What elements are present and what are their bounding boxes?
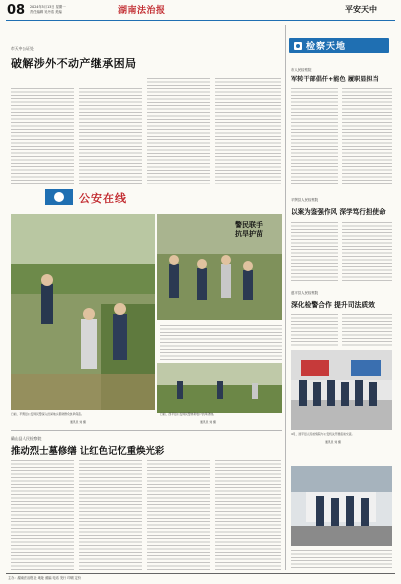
- footer-rule: [6, 573, 395, 574]
- photo-caption: 日前，平舆县公安局民警深入田间地头帮助群众抗旱保苗。: [11, 412, 84, 416]
- section-banner-police: [45, 189, 145, 205]
- article-body: [291, 88, 338, 184]
- article-title: 深化检警合作 提升司法质效: [291, 301, 375, 309]
- horizontal-rule: [11, 430, 282, 431]
- photo-meeting: [291, 350, 392, 430]
- article-body: [342, 222, 392, 282]
- article-body: [215, 78, 281, 184]
- photo-caption: 日前，西平县公安局民警协助农户抗旱浇地。: [160, 412, 216, 416]
- overlay-line-1: 警民联手: [235, 220, 263, 229]
- section-name: 平安天中: [345, 5, 377, 14]
- masthead: [0, 0, 401, 20]
- article-kicker: 平舆县人民检察院: [291, 198, 319, 202]
- photo-overlay-title: [235, 220, 263, 238]
- photo-exhibition: [291, 466, 392, 546]
- article-kicker: 市天中公证处: [11, 46, 34, 51]
- page-number: 08: [7, 3, 26, 18]
- footer-text: 主办：湖南法治报社 地址 邮编 电话 发行 印刷 定价: [8, 576, 82, 580]
- banner-label: 检察天地: [306, 42, 347, 52]
- article-title: 军转干部倡仟+能色 履职显担当: [291, 76, 379, 83]
- article-kicker: 市人民检察院: [291, 68, 312, 72]
- column-divider: [285, 25, 286, 570]
- article-body: [11, 88, 74, 184]
- article-kicker: 确山县人民检察院: [11, 436, 42, 441]
- photo-credit: 通讯员 刘 摄: [70, 420, 86, 424]
- banner-icon: [54, 192, 64, 202]
- date-line: 2024年5月13日 星期一: [30, 5, 66, 9]
- masthead-rule: [6, 20, 395, 21]
- photo-caption: 4月，遂平县人民检察院与公安机关开展座谈交流。: [291, 432, 355, 436]
- banner-label: 公安在线: [79, 192, 127, 205]
- article-body: [79, 460, 142, 570]
- editor-line: 责任编辑 吴丹浩 美编: [30, 10, 62, 14]
- article-body: [291, 314, 338, 346]
- article-body: [291, 550, 392, 568]
- article-body: [147, 78, 210, 184]
- article-title: 破解涉外不动产继承困局: [11, 57, 137, 70]
- article-body: [342, 314, 392, 346]
- photo-police-watering: [157, 214, 282, 320]
- article-body: [79, 88, 142, 184]
- paper-logo: 湖南法治报: [118, 6, 166, 16]
- article-body: [215, 460, 281, 570]
- article-body: [147, 460, 210, 570]
- section-banner-procuratorate: [289, 38, 389, 53]
- article-title: 以案为鉴强作风 深学笃行担使命: [291, 208, 386, 216]
- photo-credit: 通讯员 刘 摄: [200, 420, 216, 424]
- article-kicker: 遂平县人民检察院: [291, 291, 319, 295]
- article-body: [11, 460, 74, 570]
- banner-icon: [294, 42, 302, 50]
- overlay-line-2: 抗旱护苗: [235, 229, 263, 238]
- photo-drones-field: [157, 363, 282, 413]
- photo-credit: 通讯员 刘 摄: [325, 440, 341, 444]
- article-body: [160, 325, 282, 361]
- article-body: [342, 88, 392, 184]
- article-title: 推动烈士墓修缮 让红色记忆重焕光彩: [11, 446, 165, 457]
- article-body: [291, 222, 338, 282]
- photo-police-field: [11, 214, 155, 410]
